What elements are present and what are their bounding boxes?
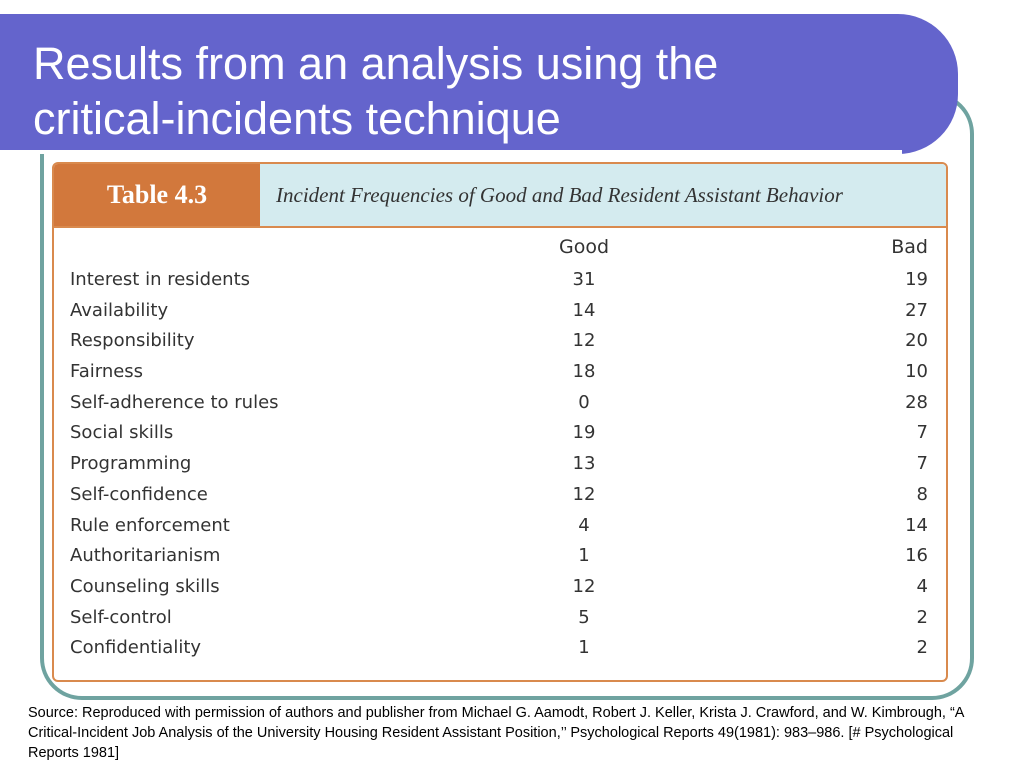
good-count: 19 (572, 422, 596, 444)
table-row (54, 572, 946, 603)
table-row (54, 265, 946, 296)
row-label: Rule enforcement (70, 514, 230, 536)
table-row (54, 357, 946, 388)
slide-title-line-1: Results from an analysis using the (33, 38, 719, 89)
bad-count: 10 (905, 361, 928, 383)
bad-count: 19 (905, 269, 928, 290)
row-label: Confidentiality (70, 637, 202, 659)
good-count: 12 (572, 330, 596, 352)
row-label: Responsibility (70, 330, 195, 352)
bad-count: 28 (905, 391, 928, 413)
row-label: Authoritarianism (70, 545, 221, 567)
good-count: 31 (572, 269, 596, 290)
table-row (54, 603, 946, 634)
good-count: 4 (578, 514, 590, 536)
bad-count: 8 (916, 483, 928, 505)
table-row (54, 511, 946, 542)
bad-count: 16 (905, 545, 928, 567)
row-label: Programming (70, 453, 192, 475)
table-number: Table 4.3 (54, 164, 260, 226)
table-caption: Incident Frequencies of Good and Bad Resident Assistant Behavior (260, 164, 946, 226)
bad-count: 14 (905, 514, 928, 536)
bad-count: 2 (916, 637, 928, 659)
good-count: 12 (572, 575, 596, 597)
bad-count: 7 (916, 453, 928, 475)
table-row (54, 449, 946, 480)
bad-count: 20 (905, 330, 928, 352)
bad-count: 7 (916, 422, 928, 444)
table-row (54, 418, 946, 449)
table-row (54, 633, 946, 664)
good-count: 1 (578, 545, 590, 567)
bad-count: 27 (905, 299, 928, 321)
good-count: 12 (572, 483, 596, 505)
row-label: Self-adherence to rules (70, 391, 279, 413)
row-label: Availability (70, 299, 169, 321)
table-panel (52, 162, 948, 682)
good-count: 1 (578, 637, 590, 659)
table-header (54, 164, 946, 228)
row-label: Counseling skills (70, 575, 220, 597)
table-row (54, 296, 946, 327)
bad-count: 2 (916, 606, 928, 628)
row-label: Interest in residents (70, 269, 251, 290)
slide-title-line-2: critical-incidents technique (33, 93, 561, 144)
column-header-bad: Bad (891, 236, 928, 258)
table-row (54, 326, 946, 357)
table-row (54, 541, 946, 572)
title-underline (0, 150, 902, 154)
row-label: Self-confidence (70, 483, 208, 505)
row-label: Self-control (70, 606, 172, 628)
good-count: 0 (578, 391, 590, 413)
source-footnote: Source: Reproduced with permission of authors and publisher from Michael G. Aamodt, Robert J. Keller, Krista J. Crawford, and W. Kimbrough, “A Critical-Incident Job Analysis of the University Housing Resident Assistant Position,’’ Psychological Reports 49(1981): 983–986. [# Psychological Reports 1981] (28, 705, 964, 761)
row-label: Fairness (70, 361, 144, 383)
table-row (54, 388, 946, 419)
good-count: 14 (572, 299, 596, 321)
good-count: 18 (572, 361, 596, 383)
table-row (54, 480, 946, 511)
column-header-good: Good (559, 236, 610, 258)
table-body (54, 265, 946, 664)
row-label: Social skills (70, 422, 174, 444)
bad-count: 4 (916, 575, 928, 597)
slide-title (33, 36, 933, 146)
good-count: 5 (578, 606, 590, 628)
title-banner (0, 14, 958, 154)
good-count: 13 (572, 453, 596, 475)
